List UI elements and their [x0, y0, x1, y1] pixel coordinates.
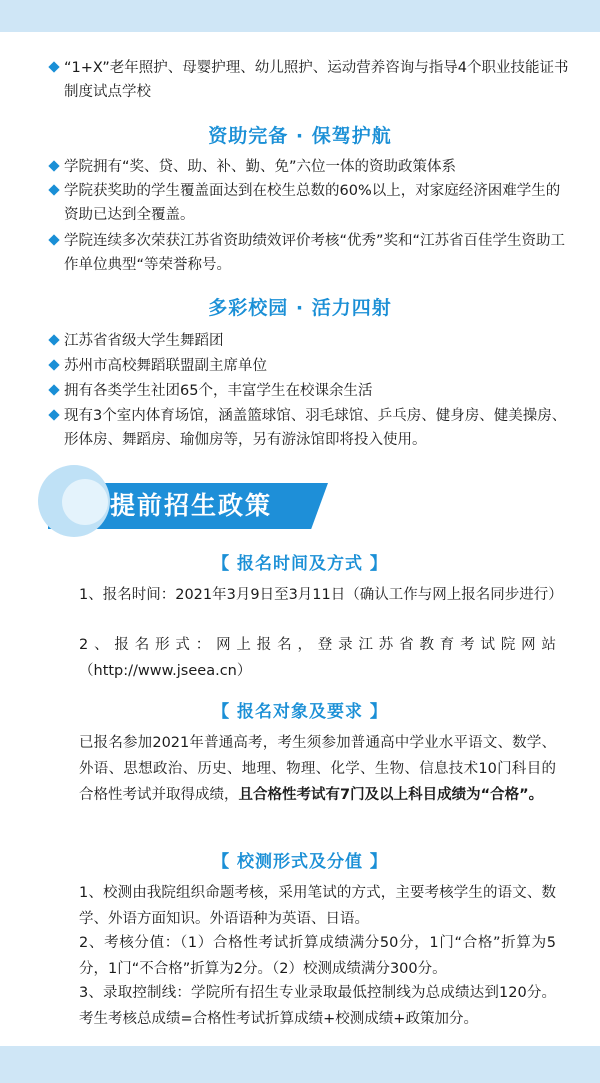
- bullet-text: 学院拥有“奖、贷、助、补、勤、免”六位一体的资助政策体系: [64, 159, 457, 175]
- bottom-band: [0, 1046, 600, 1083]
- banner-title: 提前招生政策: [110, 491, 273, 520]
- eligibility-plain: 已报名参加2021年普通高考，考生须参加普通高中学业水平语文、数学、外语、思想政治、历史、地理、物理、化学、生物、信息技术10门科目的合格性考试并取得成绩，: [79, 735, 556, 803]
- list-item: [50, 329, 570, 353]
- top-band: [0, 0, 600, 32]
- admission-cutoff: 3、录取控制线：学院所有招生专业录取最低控制线为总成绩达到120分。考生考核总成绩=合格性考试折算成绩+校测成绩+政策加分。: [79, 985, 556, 1027]
- bullet-text: 拥有各类学生社团65个，丰富学生在校课余生活: [64, 383, 373, 399]
- bullet-text: 学院获奖助的学生覆盖面达到在校生总数的60%以上，对家庭经济困难学生的资助已达到全覆盖。: [64, 183, 561, 223]
- list-item: [50, 379, 570, 403]
- bullet-text: 现有3个室内体育场馆，涵盖篮球馆、羽毛球馆、乒乓房、健身房、健美操房、形体房、舞蹈房、瑜伽房等，另有游泳馆即将投入使用。: [64, 408, 567, 448]
- list-item: [50, 179, 570, 227]
- section-title-assessment: 【 校测形式及分值 】: [212, 852, 388, 872]
- list-item: [50, 404, 570, 452]
- section-title-eligibility: 【 报名对象及要求 】: [212, 702, 388, 722]
- registration-time: 1、报名时间：2021年3月9日至3月11日（确认工作与网上报名同步进行）: [79, 587, 563, 603]
- eligibility-text: [50, 730, 556, 808]
- bullet-text: “1+X”老年照护、母婴护理、幼儿照护、运动营养咨询与指导4个职业技能证书制度试点学校: [64, 60, 569, 100]
- bullet-text: 江苏省省级大学生舞蹈团: [64, 333, 224, 349]
- banner-circle-icon: [62, 479, 108, 525]
- list-item: [50, 229, 570, 277]
- registration-method: 2、报名形式：网上报名，登录江苏省教育考试院网站（http://www.jseea.cn）: [79, 637, 556, 679]
- list-item: [50, 155, 570, 179]
- section-title-campus: 多彩校园 · 活力四射: [208, 297, 392, 319]
- policy-banner: [48, 483, 328, 529]
- list-item: [50, 56, 570, 104]
- section-title-registration: 【 报名时间及方式 】: [212, 554, 388, 574]
- bullet-text: 学院连续多次荣获江苏省资助绩效评价考核“优秀”奖和“江苏省百佳学生资助工作单位典型“等荣誉称号。: [64, 233, 566, 273]
- assessment-scores: 2、考核分值：（1）合格性考试折算成绩满分50分，1门“合格”折算为5分，1门“不合格”折算为2分。（2）校测成绩满分300分。: [79, 935, 556, 977]
- eligibility-bold: 且合格性考试有7门及以上科目成绩为“合格”。: [238, 787, 544, 803]
- bullet-text: 苏州市高校舞蹈联盟副主席单位: [64, 358, 267, 374]
- section-title-aid: 资助完备 · 保驾护航: [208, 125, 392, 147]
- list-item: [50, 354, 570, 378]
- assessment-format: 1、校测由我院组织命题考核，采用笔试的方式，主要考核学生的语文、数学、外语方面知识。外语语种为英语、日语。: [79, 885, 556, 927]
